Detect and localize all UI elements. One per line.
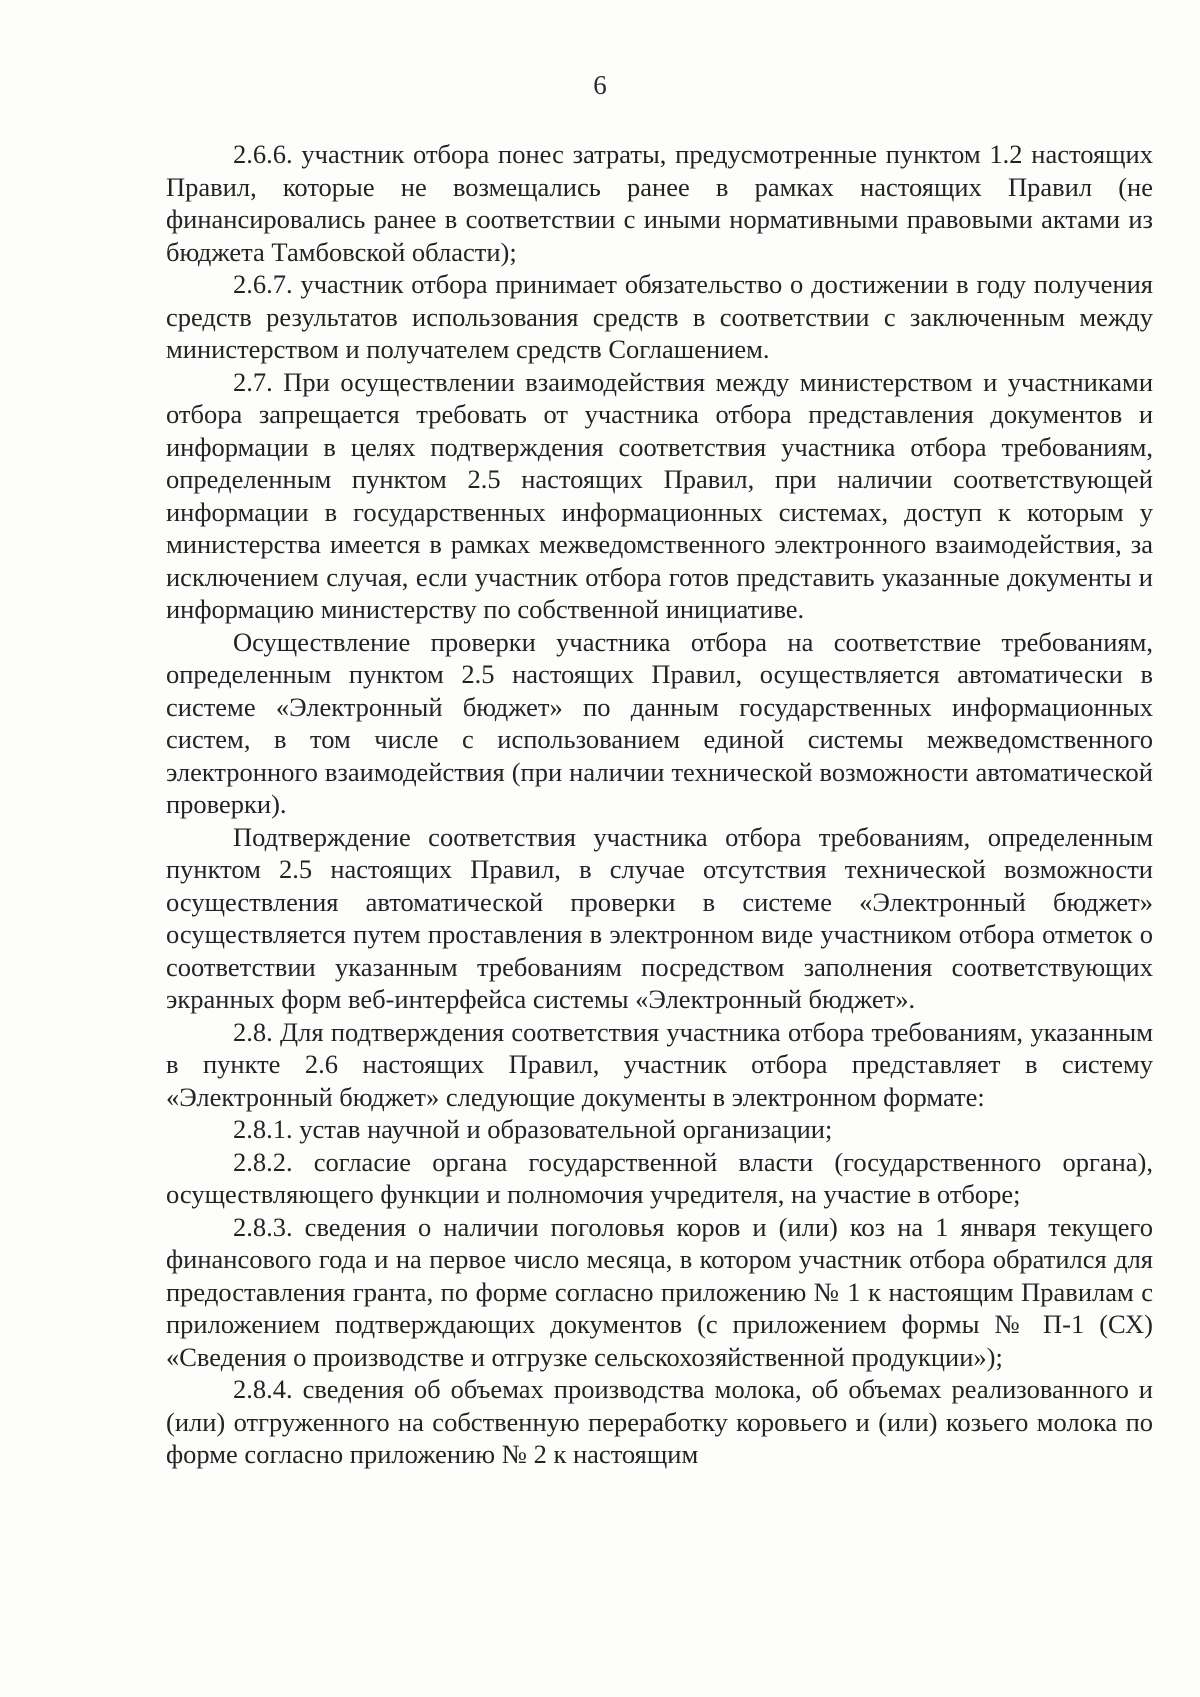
- paragraph-2-8-2: 2.8.2. согласие органа государственной власти (государственного органа), осуществляющего функции и полномочия учредителя, на участие в отборе;: [166, 1146, 1153, 1209]
- paragraph-2-8-4: 2.8.4. сведения об объемах производства молока, об объемах реализованного и (или) отгруженного на собственную переработку коровьего и (или) козьего молока по форме согласно приложению № 2 к настоящим: [166, 1374, 1153, 1469]
- page-number: 6: [593, 70, 607, 100]
- paragraph-2-8-3: 2.8.3. сведения о наличии поголовья коров и (или) коз на 1 января текущего финансового года и на первое число месяца, в котором участник отбора обратился для предоставления гранта, по форме согласно приложению № 1 к настоящим Правилам с приложением подтверждающих документов (с приложением формы № П-1 (СХ) «Сведения о производстве и отгрузке сельскохозяйственной продукции»);: [166, 1211, 1153, 1372]
- paragraph-2-6-6: 2.6.6. участник отбора понес затраты, предусмотренные пунктом 1.2 настоящих Правил, которые не возмещались ранее в рамках настоящих Правил (не финансировались ранее в соответствии с иными нормативными правовыми актами из бюджета Тамбовской области);: [166, 139, 1153, 267]
- paragraph-confirmation: Подтверждение соответствия участника отбора требованиям, определенным пунктом 2.5 настоящих Правил, в случае отсутствия технической возможности осуществления автоматической проверки в системе «Электронный бюджет» осуществляется путем проставления в электронном виде участником отбора отметок о соответствии указанным требованиям посредством заполнения соответствующих экранных форм веб-интерфейса системы «Электронный бюджет».: [166, 821, 1153, 1014]
- paragraph-2-6-7: 2.6.7. участник отбора принимает обязательство о достижении в году получения средств результатов использования средств в соответствии с заключенным между министерством и получателем средств Соглашением.: [166, 269, 1153, 364]
- paragraph-automatic-check: Осуществление проверки участника отбора на соответствие требованиям, определенным пунктом 2.5 настоящих Правил, осуществляется автоматически в системе «Электронный бюджет» по данным государственных информационных систем, в том числе с использованием единой системы межведомственного электронного взаимодействия (при наличии технической возможности автоматической проверки).: [166, 626, 1153, 819]
- paragraph-2-8: 2.8. Для подтверждения соответствия участника отбора требованиям, указанным в пункте 2.6 настоящих Правил, участник отбора представляет в систему «Электронный бюджет» следующие документы в электронном формате:: [166, 1016, 1153, 1112]
- paragraph-2-7: 2.7. При осуществлении взаимодействия между министерством и участниками отбора запрещается требовать от участника отбора представления документов и информации в целях подтверждения соответствия участника отбора требованиям, определенным пунктом 2.5 настоящих Правил, при наличии соответствующей информации в государственных информационных системах, доступ к которым у министерства имеется в рамках межведомственного электронного взаимодействия, за исключением случая, если участник отбора готов представить указанные документы и информацию министерству по собственной инициативе.: [166, 366, 1153, 624]
- paragraph-2-8-1: 2.8.1. устав научной и образовательной организации;: [233, 1114, 833, 1144]
- document-body: [166, 138, 1153, 1471]
